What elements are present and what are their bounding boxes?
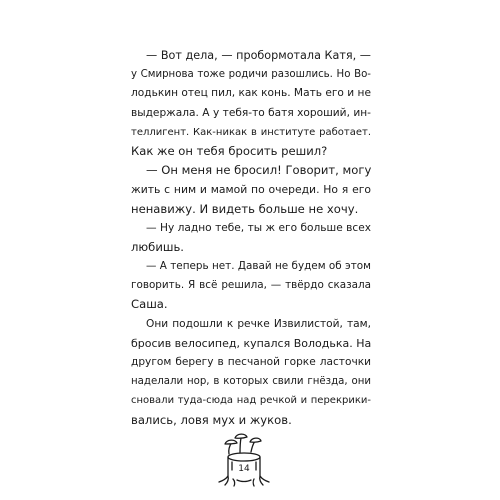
text-line: вались, ловя мух и жуков. (131, 412, 292, 427)
text-line: любишь. (131, 239, 184, 254)
text-line: теллигент. Как-никак в институте работает. (131, 126, 371, 138)
text-line: — Он меня не бросил! Говорит, могу (146, 163, 372, 178)
text-line: Они подошли к речке Извилистой, там, (146, 317, 371, 330)
text-line: жить с ним и мамой по очереди. Но я его (131, 183, 371, 197)
text-line: у Смирнова тоже родичи разошлись. Но Во- (131, 69, 371, 81)
text-line: лодькин отец пил, как конь. Мать его и не (131, 87, 371, 100)
text-line: бросив велосипед, купался Володька. На (131, 336, 372, 350)
body-text (131, 46, 371, 430)
text-line: Как же он тебя бросить решил? (131, 143, 328, 158)
text-line: выдержала. А у тебя-то батя хороший, ин- (131, 106, 371, 119)
text-line: — А теперь нет. Давай не будем об этом (146, 260, 371, 273)
text-line: сновали туда-сюда над речкой и перекрики- (131, 395, 371, 407)
text-line: — Ну ладно тебе, ты ж его больше всех (146, 221, 371, 234)
text-line: — Вот дела, — пробормотала Катя, — (146, 49, 371, 62)
text-line: говорить. Я всё решила, — твёрдо сказала (131, 279, 371, 292)
text-line: наделали нор, в которых свили гнёзда, они (131, 376, 371, 388)
text-line: Саша. (131, 297, 168, 312)
text-line: ненавижу. И видеть больше не хочу. (131, 201, 359, 216)
tree-stump-with-mushrooms-icon (213, 432, 275, 488)
text-line: другом берегу в песчаной горке ласточки (131, 356, 371, 368)
page-number: 14 (238, 464, 250, 474)
